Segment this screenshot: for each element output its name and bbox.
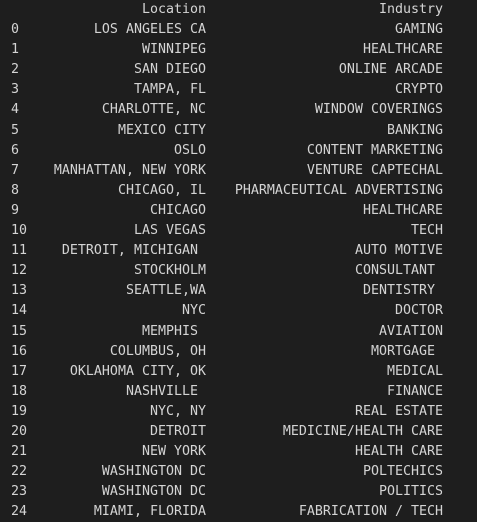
cell-location: WASHINGTON DC xyxy=(101,464,206,480)
cell-industry: POLITICS xyxy=(378,484,443,500)
cell-industry: POLTECHICS xyxy=(362,464,443,480)
cell-location: DETROIT, MICHIGAN xyxy=(61,243,206,259)
cell-industry: WINDOW COVERINGS xyxy=(314,102,443,118)
table-row xyxy=(0,322,477,342)
row-index: 20 xyxy=(11,423,28,439)
row-index: 5 xyxy=(11,122,20,138)
row-index: 2 xyxy=(11,62,20,78)
cell-industry: FABRICATION / TECH xyxy=(298,504,443,520)
cell-industry: BANKING xyxy=(386,122,443,138)
cell-industry: ONLINE ARCADE xyxy=(338,62,443,78)
row-index: 23 xyxy=(11,484,28,500)
table-row xyxy=(0,141,477,161)
cell-industry: CONSULTANT xyxy=(354,263,443,279)
cell-location: SEATTLE,WA xyxy=(125,283,206,299)
table-row xyxy=(0,121,477,141)
cell-location: TAMPA, FL xyxy=(133,82,206,98)
table-row xyxy=(0,201,477,221)
row-index: 4 xyxy=(11,102,20,118)
cell-location: DETROIT xyxy=(149,423,206,439)
cell-location: OSLO xyxy=(173,142,206,158)
row-index: 13 xyxy=(11,283,28,299)
row-index: 21 xyxy=(11,444,28,460)
table-row xyxy=(0,281,477,301)
cell-industry: FINANCE xyxy=(386,383,443,399)
table-body xyxy=(0,20,477,522)
cell-location: MIAMI, FLORIDA xyxy=(93,504,206,520)
row-index: 0 xyxy=(11,22,20,38)
cell-industry: GAMING xyxy=(394,22,443,38)
cell-industry: REAL ESTATE xyxy=(354,403,443,419)
cell-location: STOCKHOLM xyxy=(133,263,206,279)
column-header-location: Location xyxy=(141,2,206,17)
cell-location: MANHATTAN, NEW YORK xyxy=(53,162,206,178)
row-index: 3 xyxy=(11,82,20,98)
cell-industry: CONTENT MARKETING xyxy=(306,142,443,158)
column-header-industry: Industry xyxy=(378,2,443,17)
table-row xyxy=(0,241,477,261)
cell-industry: CRYPTO xyxy=(394,82,443,98)
row-index: 18 xyxy=(11,383,28,399)
row-index: 19 xyxy=(11,403,28,419)
table-row xyxy=(0,442,477,462)
table-row xyxy=(0,402,477,422)
cell-industry: MEDICAL xyxy=(386,363,443,379)
cell-location: CHICAGO, IL xyxy=(117,182,206,198)
cell-industry: DOCTOR xyxy=(394,303,443,319)
cell-location: SAN DIEGO xyxy=(133,62,206,78)
cell-location: MEXICO CITY xyxy=(117,122,206,138)
cell-location: LOS ANGELES CA xyxy=(93,22,206,38)
table-row xyxy=(0,100,477,120)
table-row xyxy=(0,80,477,100)
table-row xyxy=(0,261,477,281)
cell-location: LAS VEGAS xyxy=(133,223,206,239)
cell-industry: MORTGAGE xyxy=(370,343,443,359)
table-row xyxy=(0,342,477,362)
cell-location: COLUMBUS, OH xyxy=(109,343,206,359)
cell-industry: VENTURE CAPTECHAL xyxy=(306,162,443,178)
cell-industry: TECH xyxy=(410,223,443,239)
cell-industry: AVIATION xyxy=(378,323,443,339)
table-row xyxy=(0,482,477,502)
cell-location: NEW YORK xyxy=(141,444,206,460)
cell-location: OKLAHOMA CITY, OK xyxy=(69,363,206,379)
cell-industry: DENTISTRY xyxy=(362,283,443,299)
table-row xyxy=(0,362,477,382)
table-row xyxy=(0,422,477,442)
row-index: 17 xyxy=(11,363,28,379)
cell-location: NYC, NY xyxy=(149,403,206,419)
row-index: 8 xyxy=(11,182,20,198)
table-row xyxy=(0,221,477,241)
cell-location: CHICAGO xyxy=(149,202,206,218)
cell-location: NASHVILLE xyxy=(125,383,206,399)
table-row xyxy=(0,60,477,80)
row-index: 6 xyxy=(11,142,20,158)
row-index: 7 xyxy=(11,162,20,178)
row-index: 22 xyxy=(11,464,28,480)
cell-industry: PHARMACEUTICAL ADVERTISING xyxy=(234,182,443,198)
table-row xyxy=(0,40,477,60)
row-index: 24 xyxy=(11,504,28,520)
table-row xyxy=(0,181,477,201)
row-index: 1 xyxy=(11,42,20,58)
table-row xyxy=(0,462,477,482)
row-index: 9 xyxy=(11,202,20,218)
cell-industry: AUTO MOTIVE xyxy=(354,243,443,259)
table-row xyxy=(0,20,477,40)
row-index: 11 xyxy=(11,243,28,259)
cell-industry: HEALTHCARE xyxy=(362,202,443,218)
table-header xyxy=(0,0,477,20)
cell-industry: HEALTHCARE xyxy=(362,42,443,58)
cell-location: CHARLOTTE, NC xyxy=(101,102,206,118)
cell-location: MEMPHIS xyxy=(141,323,206,339)
cell-location: WASHINGTON DC xyxy=(101,484,206,500)
table-row xyxy=(0,301,477,321)
table-row xyxy=(0,382,477,402)
row-index: 12 xyxy=(11,263,28,279)
row-index: 10 xyxy=(11,223,28,239)
row-index: 16 xyxy=(11,343,28,359)
cell-industry: MEDICINE/HEALTH CARE xyxy=(282,423,443,439)
row-index: 14 xyxy=(11,303,28,319)
cell-industry: HEALTH CARE xyxy=(354,444,443,460)
table-row xyxy=(0,502,477,522)
row-index: 15 xyxy=(11,323,28,339)
cell-location: NYC xyxy=(181,303,206,319)
table-row xyxy=(0,161,477,181)
cell-location: WINNIPEG xyxy=(141,42,206,58)
